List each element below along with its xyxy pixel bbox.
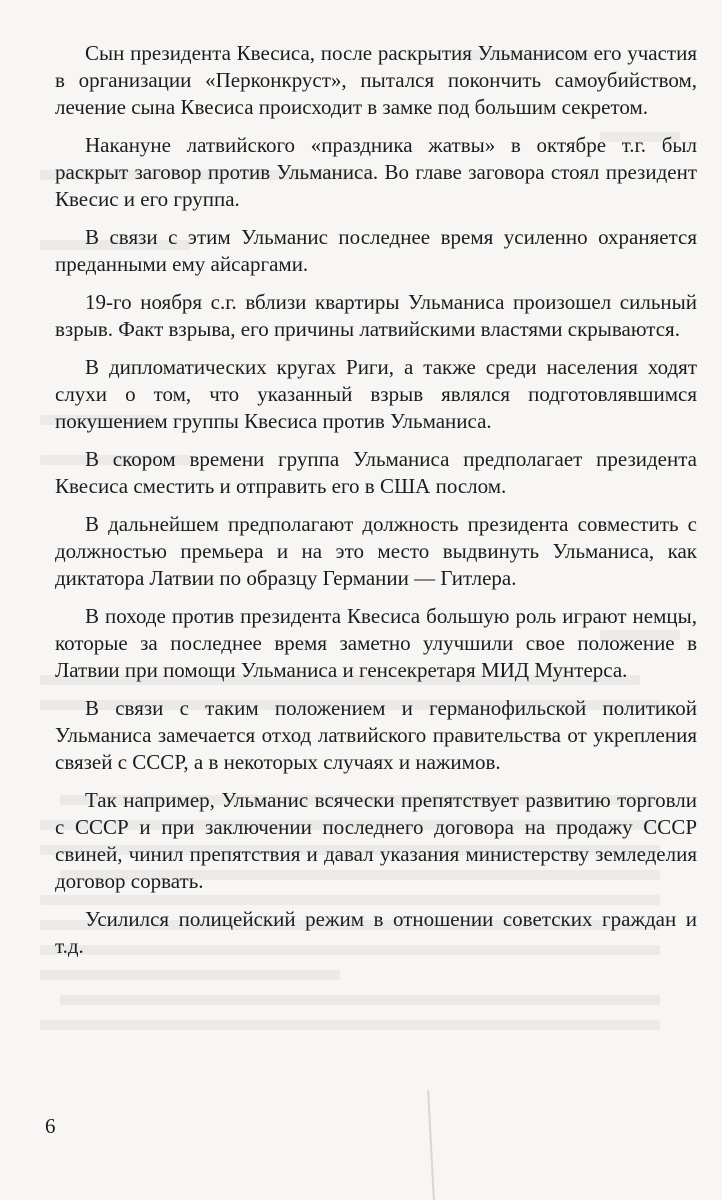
paragraph: В походе против президента Квесиса большую роль играют немцы, которые за последнее время заметно улучшили свое положение в Латвии при помощи Ульманиса и генсекретаря МИД Мунтерса. bbox=[55, 604, 697, 682]
paragraph: Так например, Ульманис всячески препятствует развитию торговли с СССР и при заключении последнего договора на продажу СССР свиней, чинил препятствия и давал указания министерству земледелия договор сорвать. bbox=[55, 788, 697, 893]
paragraph: В скором времени группа Ульманиса предполагает президента Квесиса сместить и отправить его в США послом. bbox=[55, 447, 697, 498]
paragraph: Накануне латвийского «праздника жатвы» в октябре т.г. был раскрыт заговор против Ульманиса. Во главе заговора стоял президент Квесис и его группа. bbox=[55, 133, 697, 211]
paragraph: В дальнейшем предполагают должность президента совместить с должностью премьера и на это место выдвинуть Ульманиса, как диктатора Латвии по образцу Германии — Гитлера. bbox=[55, 512, 697, 590]
paragraph: В связи с таким положением и германофильской политикой Ульманиса замечается отход латвийского правительства от укрепления связей с СССР, а в некоторых случаях и нажимов. bbox=[55, 696, 697, 774]
body-text bbox=[55, 40, 697, 971]
paragraph: 19-го ноября с.г. вблизи квартиры Ульманиса произошел сильный взрыв. Факт взрыва, его причины латвийскими властями скрываются. bbox=[55, 290, 697, 341]
paragraph: Сын президента Квесиса, после раскрытия Ульманисом его участия в организации «Перконкруст», пытался покончить самоубийством, лечение сына Квесиса происходит в замке под большим секретом. bbox=[55, 41, 697, 119]
page-number: 6 bbox=[45, 1114, 56, 1138]
paragraph: Усилился полицейский режим в отношении советских граждан и т.д. bbox=[55, 907, 697, 958]
paper-crease bbox=[427, 1090, 435, 1200]
paragraph: В связи с этим Ульманис последнее время усиленно охраняется преданными ему айсаргами. bbox=[55, 225, 697, 276]
paragraph: В дипломатических кругах Риги, а также среди населения ходят слухи о том, что указанный взрыв являлся подготовлявшимся покушением группы Квесиса против Ульманиса. bbox=[55, 355, 697, 433]
